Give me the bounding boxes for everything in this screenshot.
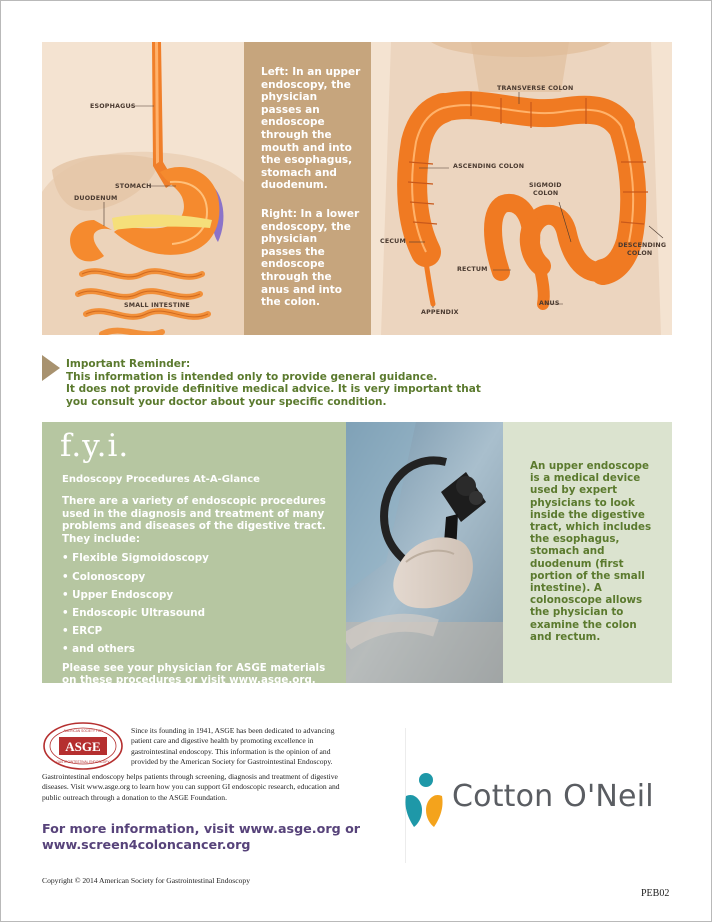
reminder-line-4: you consult your doctor about your specific condition. bbox=[66, 395, 387, 408]
upper-gi-illustration bbox=[42, 42, 244, 335]
label-sigmoid-colon-2: COLON bbox=[533, 190, 559, 197]
cotton-oneil-name: Cotton O'Neil bbox=[452, 779, 654, 814]
fyi-footer: Please see your physician for ASGE materials on these procedures or visit www.asge.org. bbox=[62, 661, 326, 687]
endoscope-info-box bbox=[503, 422, 672, 683]
endoscope-drawing bbox=[346, 422, 503, 683]
svg-text:ASGE: ASGE bbox=[65, 739, 101, 754]
anatomy-section bbox=[42, 42, 672, 335]
label-transverse-colon: TRANSVERSE COLON bbox=[497, 85, 574, 92]
arrow-icon bbox=[42, 355, 60, 381]
label-descending-colon-1: DESCENDING bbox=[618, 242, 667, 249]
label-sigmoid-colon-1: SIGMOID bbox=[529, 182, 562, 189]
cotton-oneil-logo-icon bbox=[404, 770, 444, 828]
list-item: • and others bbox=[62, 643, 135, 656]
upper-endoscopy-text: Left: In an upper endoscopy, the physician passes an endoscope through the mouth and into the esophagus, stomach and duodenum. bbox=[261, 66, 361, 192]
list-item: • Flexible Sigmoidoscopy bbox=[62, 552, 209, 565]
label-stomach: STOMACH bbox=[115, 183, 152, 190]
asge-foundation-blurb: Gastrointestinal endoscopy helps patients through screening, diagnosis and treatment of digestive diseases. Visit www.asge.org to learn how you can support GI endoscopic research, education and public outreach through a donation to the ASGE Foundation. bbox=[42, 772, 340, 802]
fyi-intro: There are a variety of endoscopic procedures used in the diagnosis and treatment of many problems and diseases of the digestive tract. They include: bbox=[62, 495, 326, 545]
label-anus: ANUS bbox=[539, 300, 560, 307]
endoscope-info-text: An upper endoscope is a medical device used by expert physicians to look inside the digestive tract, which includes the esophagus, stomach and duodenum (first portion of the small intestine). A colonoscope allows the physician to examine the colon and rectum. bbox=[530, 460, 652, 643]
endoscope-photo bbox=[346, 422, 503, 683]
label-duodenum: DUODENUM bbox=[74, 195, 118, 202]
label-small-intestine: SMALL INTESTINE bbox=[124, 302, 190, 309]
asge-logo bbox=[43, 722, 123, 770]
label-appendix: APPENDIX bbox=[421, 309, 459, 316]
more-info-line-2: www.screen4coloncancer.org bbox=[42, 837, 251, 852]
label-rectum: RECTUM bbox=[457, 266, 488, 273]
label-ascending-colon: ASCENDING COLON bbox=[453, 163, 525, 170]
label-descending-colon-2: COLON bbox=[627, 250, 653, 257]
list-item: • Colonoscopy bbox=[62, 570, 146, 583]
asge-blurb: Since its founding in 1941, ASGE has been dedicated to advancing patient care and digestive health by promoting excellence in gastrointestinal endoscopy. This information is the opinion of and provided by the American Society for Gastrointestinal Endoscopy. bbox=[131, 726, 335, 766]
svg-text:AMERICAN SOCIETY FOR: AMERICAN SOCIETY FOR bbox=[63, 729, 103, 733]
reminder-line-2: This information is intended only to provide general guidance. bbox=[66, 370, 438, 383]
label-esophagus: ESOPHAGUS bbox=[90, 103, 136, 110]
asge-seal-icon bbox=[43, 722, 123, 770]
more-info bbox=[42, 821, 360, 853]
list-item: • ERCP bbox=[62, 625, 103, 638]
lower-endoscopy-text: Right: In a lower endoscopy, the physician passes the endoscope through the anus and into the colon. bbox=[261, 207, 360, 309]
reminder-text bbox=[66, 358, 481, 408]
copyright: Copyright © 2014 American Society for Gastrointestinal Endoscopy bbox=[42, 876, 251, 885]
reminder-line-3: It does not provide definitive medical advice. It is very important that bbox=[66, 383, 481, 396]
endoscopy-description bbox=[244, 42, 371, 335]
reminder-line-1: Important Reminder: bbox=[66, 358, 191, 370]
list-item: • Endoscopic Ultrasound bbox=[62, 606, 205, 619]
fyi-logo: f.y.i. bbox=[60, 428, 130, 464]
list-item: • Upper Endoscopy bbox=[62, 588, 174, 601]
colon-illustration bbox=[371, 42, 672, 335]
label-cecum: CECUM bbox=[380, 238, 406, 245]
procedure-list bbox=[62, 552, 336, 656]
svg-text:GASTROINTESTINAL ENDOSCOPY: GASTROINTESTINAL ENDOSCOPY bbox=[56, 760, 110, 764]
more-info-line-1: For more information, visit www.asge.org or bbox=[42, 821, 361, 836]
document-code: PEB02 bbox=[641, 888, 670, 899]
fyi-panel bbox=[42, 422, 346, 687]
fyi-heading: Endoscopy Procedures At-A-Glance bbox=[62, 474, 260, 485]
